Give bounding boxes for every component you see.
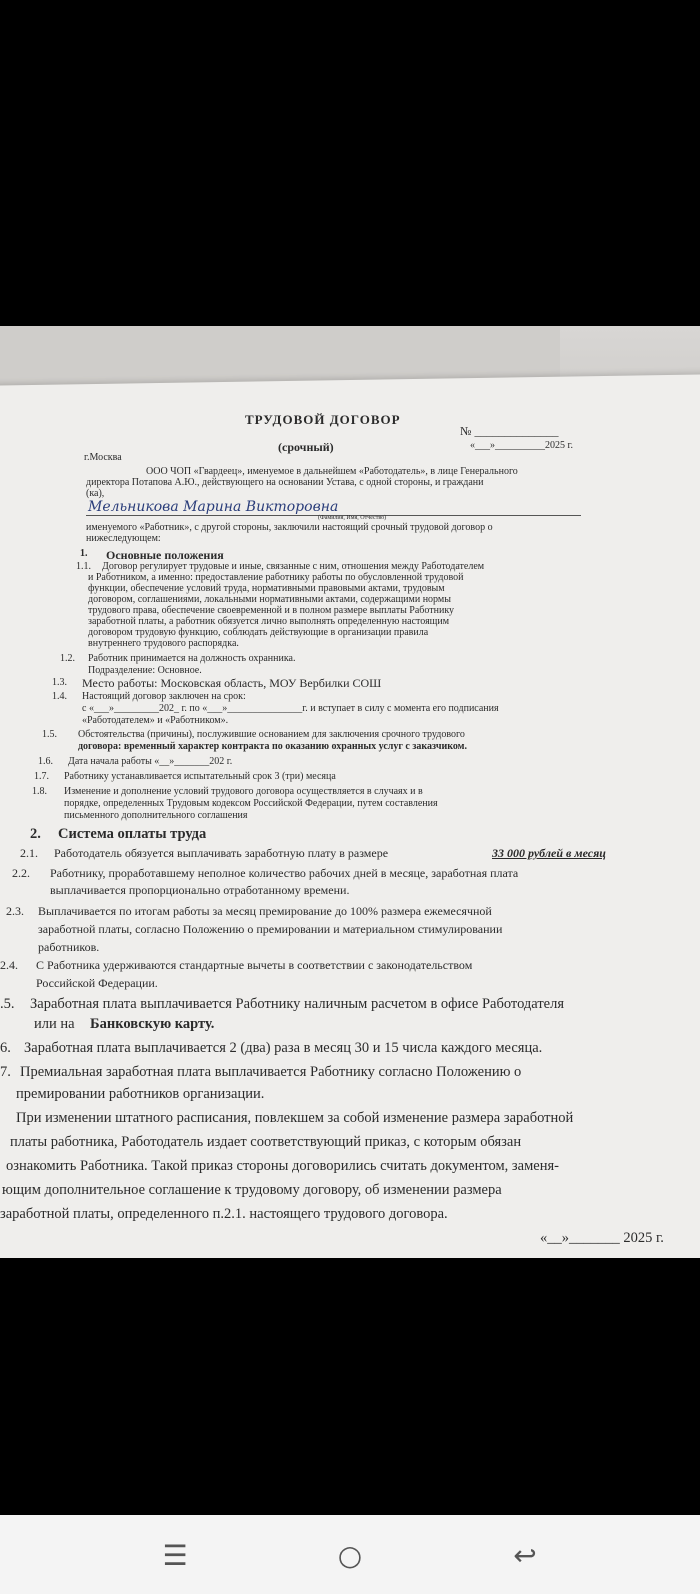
fio-caption: (Фамилия, Имя, Отчество) bbox=[318, 515, 387, 521]
p2-5-text: Заработная плата выплачивается Работнику наличным расчетом в офисе Работодателя bbox=[30, 996, 565, 1012]
p1-1-line: Договор регулирует трудовые и иные, связанные с ним, отношения между Работодателем bbox=[102, 561, 485, 572]
section2-title: Система оплаты труда bbox=[58, 826, 207, 842]
document-title: ТРУДОВОЙ ДОГОВОР bbox=[245, 412, 401, 427]
p1-5-reason: договора: временный характер контракта по оказанию охранных услуг с заказчиком. bbox=[78, 741, 467, 752]
menu-lines-icon[interactable]: ☰ bbox=[162, 1538, 188, 1572]
p2-7-line: премировании работников организации. bbox=[16, 1086, 265, 1102]
tail-line: ознакомить Работника. Такой приказ стороны договорились считать документом, заменя- bbox=[6, 1158, 559, 1174]
p1-6-text: Дата начала работы «__»_______202 г. bbox=[68, 756, 233, 767]
circle-icon[interactable]: ○ bbox=[337, 1538, 363, 1572]
p2-4-line: Российской Федерации. bbox=[36, 976, 158, 990]
p2-3-line: заработной платы, согласно Положению о премировании и материальном стимулировании bbox=[38, 922, 503, 936]
p1-2-text: Работник принимается на должность охранника. bbox=[88, 653, 296, 664]
p1-1-line: заработной платы, а работник обязуется лично выполнять определенную настоящим bbox=[88, 616, 450, 627]
p1-7-number: 1.7. bbox=[34, 771, 49, 782]
p2-2-line: Работнику, проработавшему неполное количество рабочих дней в месяце, заработная плата bbox=[50, 866, 519, 880]
document-number: № ______________ bbox=[460, 424, 559, 438]
document-date-top: «___»__________2025 г. bbox=[470, 440, 573, 451]
p1-1-line: договором трудовую функцию, соблюдать действующие в организации правила bbox=[88, 627, 429, 638]
p1-8-line: письменного дополнительного соглашения bbox=[64, 810, 248, 821]
p1-7-text: Работнику устанавливается испытательный срок 3 (три) месяца bbox=[64, 771, 336, 782]
p1-6-number: 1.6. bbox=[38, 756, 53, 767]
p1-2-subdivision: Подразделение: Основное. bbox=[88, 665, 202, 676]
p2-6-text: Заработная плата выплачивается 2 (два) раза в месяц 30 и 15 числа каждого месяца. bbox=[24, 1040, 543, 1056]
p2-5-or: или на bbox=[34, 1016, 75, 1032]
tail-line: платы работника, Работодатель издает соответствующий приказ, с которым обязан bbox=[10, 1134, 522, 1150]
p2-1-amount: 33 000 рублей в месяц bbox=[492, 846, 606, 860]
preamble-line-1: ООО ЧОП «Гвардеец», именуемое в дальнейшем «Работодатель», в лице Генерального bbox=[146, 466, 518, 477]
p1-4-text: Настоящий договор заключен на срок: bbox=[82, 691, 246, 702]
p2-6-number: 6. bbox=[0, 1040, 11, 1056]
p2-3-number: 2.3. bbox=[6, 904, 24, 918]
p2-1-number: 2.1. bbox=[20, 846, 38, 860]
preamble-line-3: (ка), bbox=[86, 488, 105, 499]
p1-8-line: порядке, определенных Трудовым кодексом Российской Федерации, путем составления bbox=[64, 798, 438, 809]
handwritten-name: Мельникова Марина Викторовна bbox=[88, 499, 339, 515]
document-subtitle: (срочный) bbox=[278, 440, 334, 454]
preamble-line-5: нижеследующем: bbox=[86, 533, 161, 544]
tail-line: ющим дополнительное соглашение к трудовому договору, об изменении размера bbox=[2, 1182, 502, 1198]
tail-line: При изменении штатного расписания, повлекшем за собой изменение размера заработной bbox=[16, 1110, 574, 1126]
android-navigation-bar bbox=[0, 1515, 700, 1594]
p1-8-line: Изменение и дополнение условий трудового договора осуществляется в случаях и в bbox=[64, 786, 423, 797]
p1-3-text: Место работы: Московская область, МОУ Вербилки СОШ bbox=[82, 676, 382, 690]
tail-line: заработной платы, определенного п.2.1. настоящего трудового договора. bbox=[0, 1206, 448, 1222]
section1-number: 1. bbox=[80, 548, 88, 559]
p1-1-line: договором, соглашениями, локальными нормативными актами, содержащими нормы bbox=[88, 594, 451, 605]
contract-document bbox=[0, 326, 700, 1258]
section2-number: 2. bbox=[30, 826, 41, 842]
p1-1-number: 1.1. bbox=[76, 561, 91, 572]
p1-1-line: и Работником, а именно: предоставление работнику работы по обусловленной трудовой bbox=[88, 572, 464, 583]
back-arrow-icon[interactable]: ↩ bbox=[513, 1538, 537, 1572]
preamble-line-2: директора Потапова А.Ю., действующего на основании Устава, с одной стороны, и граждани bbox=[86, 477, 484, 488]
p2-2-line: выплачивается пропорционально отработанному времени. bbox=[50, 883, 350, 897]
p1-5-number: 1.5. bbox=[42, 729, 57, 740]
p2-1-text: Работодатель обязуется выплачивать заработную плату в размере bbox=[54, 846, 389, 860]
section1-title: Основные положения bbox=[106, 548, 224, 562]
document-city: г.Москва bbox=[84, 452, 122, 463]
document-photo bbox=[0, 326, 700, 1258]
p2-7-number: 7. bbox=[0, 1064, 11, 1080]
p2-2-number: 2.2. bbox=[12, 866, 30, 880]
p1-1-line: трудового права, обеспечение своевременной и в полном размере выплаты Работнику bbox=[88, 605, 455, 616]
p1-1-line: функции, обеспечение условий труда, нормативными правовыми актами, трудовым bbox=[88, 583, 445, 594]
p2-5-number: .5. bbox=[0, 996, 15, 1012]
p1-4-parties: «Работодателем» и «Работником». bbox=[82, 715, 229, 726]
p2-3-line: Выплачивается по итогам работы за месяц премирование до 100% размера ежемесячной bbox=[38, 904, 492, 918]
p2-5-bank-card: Банковскую карту. bbox=[90, 1016, 215, 1032]
document-date-bottom: «__»_______ 2025 г. bbox=[540, 1230, 664, 1246]
p2-3-line: работников. bbox=[38, 940, 100, 954]
p1-4-number: 1.4. bbox=[52, 691, 67, 702]
p2-4-number: 2.4. bbox=[0, 958, 18, 972]
preamble-line-4: именуемого «Работник», с другой стороны, заключили настоящий срочный трудовой договор о bbox=[86, 522, 493, 533]
p2-7-line: Премиальная заработная плата выплачивается Работнику согласно Положению о bbox=[20, 1064, 522, 1080]
p1-4-period: с «___»_________202_ г. по «___»_______________г. и вступает в силу с момента его подписания bbox=[82, 703, 499, 714]
p1-8-number: 1.8. bbox=[32, 786, 47, 797]
p1-3-number: 1.3. bbox=[52, 677, 67, 688]
p2-4-line: С Работника удерживаются стандартные вычеты в соответствии с законодательством bbox=[36, 958, 473, 972]
p1-5-text: Обстоятельства (причины), послужившие основанием для заключения срочного трудового bbox=[78, 729, 465, 740]
p1-1-line: внутреннего трудового распорядка. bbox=[88, 638, 239, 649]
p1-2-number: 1.2. bbox=[60, 653, 75, 664]
